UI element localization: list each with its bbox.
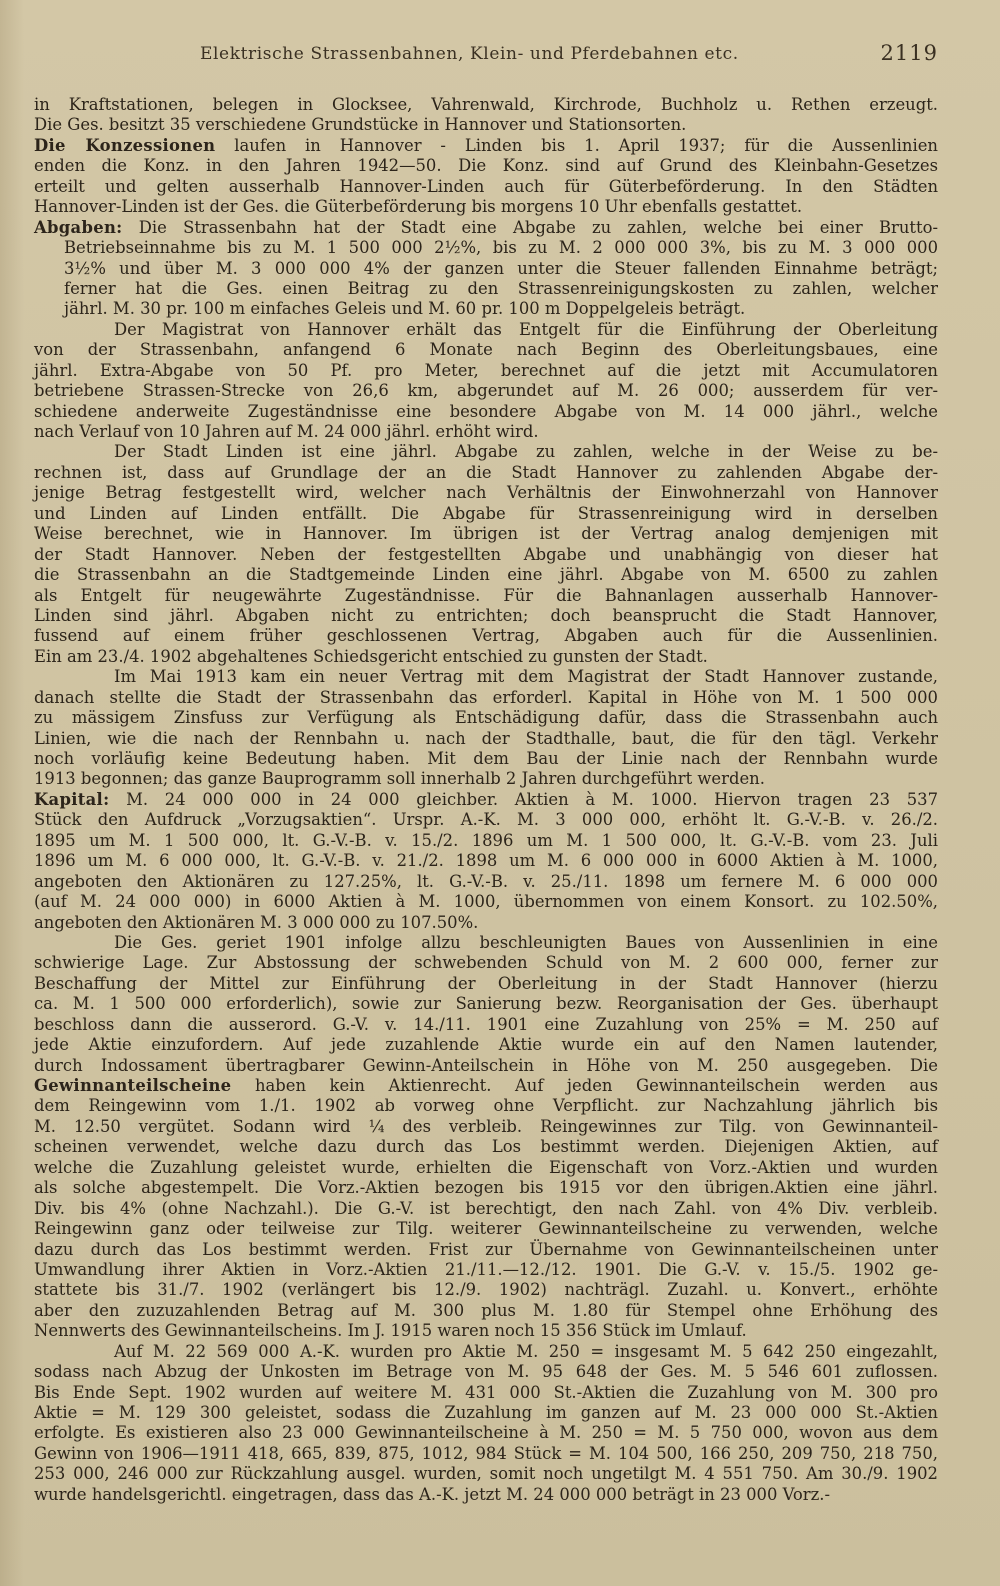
text-line [34, 259, 938, 279]
text-line [34, 115, 938, 135]
text-line [34, 1485, 938, 1505]
text-line [34, 483, 938, 503]
text-line [34, 1219, 938, 1239]
line-text: Nennwerts des Gewinnanteilscheins. Im J. 1915 waren noch 15 356 Stück im Umlauf. [34, 1321, 747, 1341]
text-line [34, 524, 938, 544]
text-line [34, 1423, 938, 1443]
line-text: schwierige Lage. Zur Abstossung der schwebenden Schuld von M. 2 600 000, ferner zur [34, 953, 938, 973]
text-line [34, 218, 938, 238]
text-line [34, 361, 938, 381]
text-line [34, 136, 938, 156]
line-text: noch vorläufig keine Bedeutung haben. Mit dem Bau der Linie nach der Rennbahn wurde [34, 749, 938, 768]
text-line [34, 1117, 938, 1137]
line-text: wurde handelsgerichtl. eingetragen, dass das A.-K. jetzt M. 24 000 000 beträgt in 23 000 Vorz.- [34, 1484, 831, 1504]
line-text: Linden sind jährl. Abgaben nicht zu entrichten; doch beansprucht die Stadt Hannover, [34, 605, 938, 625]
text-line [34, 667, 938, 687]
text-line [34, 1096, 938, 1116]
line-text: 1896 um M. 6 000 000, lt. G.-V.-B. v. 21./2. 1898 um M. 6 000 000 in 6000 Aktien à M. 1000, [34, 851, 938, 871]
text-line [34, 545, 938, 565]
page-header [0, 41, 1000, 74]
line-text: Beschaffung der Mittel zur Einführung der Oberleitung in der Stadt Hannover (hierzu [34, 973, 938, 993]
line-text: als Entgelt für neugewährte Zugeständnisse. Für die Bahnanlagen ausserhalb Hannover- [34, 585, 938, 605]
line-text: beschloss dann die ausserord. G.-V. v. 14./11. 1901 eine Zuzahlung von 25% = M. 250 auf [34, 1014, 938, 1034]
line-text: angeboten den Aktionären M. 3 000 000 zu 107.50%. [34, 912, 479, 932]
text-line [34, 892, 938, 912]
line-text: angeboten den Aktionären zu 127.25%, lt. G.-V.-B. v. 25./11. 1898 um fernere M. 6 000 000 [34, 871, 938, 891]
line-text: ca. M. 1 500 000 erforderlich), sowie zur Sanierung bezw. Reorganisation der Ges. überhaupt [34, 994, 938, 1014]
line-text: die Strassenbahn an die Stadtgemeinde Linden eine jährl. Abgabe von M. 6500 zu zahlen [34, 565, 938, 585]
line-text: M. 24 000 000 in 24 000 gleichber. Aktien à M. 1000. Hiervon tragen 23 537 [109, 789, 938, 809]
line-text: und Linden auf Linden entfällt. Die Abgabe für Strassenreinigung wird in derselben [34, 503, 938, 523]
line-text: Bis Ende Sept. 1902 wurden auf weitere M. 431 000 St.-Aktien die Zuzahlung von M. 300 pro [34, 1382, 938, 1402]
line-text: aber den zuzuzahlenden Betrag auf M. 300 plus M. 1.80 für Stempel ohne Erhöhung des [34, 1300, 938, 1320]
line-text: als solche abgestempelt. Die Vorz.-Aktien bezogen bis 1915 vor den übrigen.Aktien eine jährl. [34, 1178, 938, 1198]
line-text: jede Aktie einzufordern. Auf jede zuzahlende Aktie wurde ein auf den Namen lautender, [34, 1035, 938, 1055]
line-text: fussend auf einem früher geschlossenen Vertrag, Abgaben auch für die Aussenlinien. [34, 626, 938, 646]
text-line [34, 913, 938, 933]
line-text: 1895 um M. 1 500 000, lt. G.-V.-B. v. 15./2. 1896 um M. 1 500 000, lt. G.-V.-B. vom 23. Juli [34, 830, 938, 850]
text-line [34, 1199, 938, 1219]
line-text: stattete bis 31./7. 1902 (verlängert bis 12./9. 1902) nachträgl. Zuzahl. u. Konvert., erhöhte [34, 1280, 938, 1300]
text-line [34, 1403, 938, 1423]
line-text: betriebene Strassen-Strecke von 26,6 km, abgerundet auf M. 26 000; ausserdem für ver- [34, 381, 938, 401]
text-line [34, 1444, 938, 1464]
line-text: 1913 begonnen; das ganze Bauprogramm soll innerhalb 2 Jahren durchgeführt werden. [34, 769, 765, 789]
text-line [34, 1178, 938, 1198]
section-heading: Die Konzessionen [34, 135, 216, 155]
text-line [34, 1362, 938, 1382]
text-line [34, 790, 938, 810]
text-line [34, 1240, 938, 1260]
line-text: Die Ges. geriet 1901 infolge allzu beschleunigten Baues von Aussenlinien in eine [114, 932, 938, 952]
section-heading: Kapital: [34, 789, 110, 809]
section-heading: Abgaben: [34, 217, 123, 237]
line-text: Linien, wie die nach der Rennbahn u. nach der Stadthalle, baut, die für den tägl. Verkehr [34, 728, 938, 748]
line-text: Div. bis 4% (ohne Nachzahl.). Die G.-V. ist berechtigt, den nach Zahl. von 4% Div. verbleib. [34, 1198, 938, 1218]
line-text: Ein am 23./4. 1902 abgehaltenes Schiedsgericht entschied zu gunsten der Stadt. [34, 646, 708, 666]
line-text: Weise berechnet, wie in Hannover. Im übrigen ist der Vertrag analog demjenigen mit [34, 524, 938, 544]
text-line [34, 1260, 938, 1280]
line-text: Hannover-Linden ist der Ges. die Güterbeförderung bis morgens 10 Uhr ebenfalls gestattet. [34, 197, 803, 217]
line-text: Die Strassenbahn hat der Stadt eine Abgabe zu zahlen, welche bei einer Brutto- [122, 217, 938, 237]
text-line [34, 851, 938, 871]
text-line [34, 1035, 938, 1055]
line-text: ferner hat die Ges. einen Beitrag zu den Strassenreinigungskosten zu zahlen, welcher [64, 278, 938, 298]
line-text: Umwandlung ihrer Aktien in Vorz.-Aktien 21./11.—12./12. 1901. Die G.-V. v. 15./5. 1902 ge- [34, 1259, 938, 1279]
line-text: jenige Betrag festgestellt wird, welcher nach Verhältnis der Einwohnerzahl von Hannover [34, 483, 938, 503]
line-text: Auf M. 22 569 000 A.-K. wurden pro Aktie M. 250 = insgesamt M. 5 642 250 eingezahlt, [114, 1341, 938, 1361]
text-line [34, 1056, 938, 1076]
text-line [34, 504, 938, 524]
text-line [34, 974, 938, 994]
page-number: 2119 [880, 41, 938, 65]
line-text: Der Magistrat von Hannover erhält das Entgelt für die Einführung der Oberleitung [114, 319, 938, 339]
text-line [34, 708, 938, 728]
text-line [34, 238, 938, 258]
line-text: nach Verlauf von 10 Jahren auf M. 24 000 jährl. erhöht wird. [34, 422, 539, 441]
line-text: laufen in Hannover - Linden bis 1. April 1937; für die Aussenlinien [215, 135, 938, 155]
text-line [34, 1383, 938, 1403]
line-text: Reingewinn ganz oder teilweise zur Tilg. weiterer Gewinnanteilscheine zu verwenden, welche [34, 1219, 938, 1239]
line-text: (auf M. 24 000 000) in 6000 Aktien à M. 1000, übernommen von einem Konsort. zu 102.50%, [34, 892, 938, 912]
line-text: von der Strassenbahn, anfangend 6 Monate nach Beginn des Oberleitungsbaues, eine [34, 340, 938, 360]
text-line [34, 197, 938, 217]
text-line [34, 1137, 938, 1157]
line-text: zu mässigem Zinsfuss zur Verfügung als Entschädigung dafür, dass die Strassenbahn auch [34, 708, 938, 728]
text-line [34, 606, 938, 626]
line-text: scheinen verwendet, welche dazu durch das Los bestimmt werden. Diejenigen Aktien, auf [34, 1137, 938, 1157]
text-line [34, 1280, 938, 1300]
line-text: M. 12.50 vergütet. Sodann wird ¼ des verbleib. Reingewinnes zur Tilg. von Gewinnanteil- [34, 1116, 938, 1136]
text-line [34, 810, 938, 830]
line-text: jährl. M. 30 pr. 100 m einfaches Geleis und M. 60 pr. 100 m Doppelgeleis beträgt. [64, 299, 746, 319]
text-line [34, 299, 938, 319]
text-line [34, 749, 938, 769]
text-line [34, 320, 938, 340]
line-text: 253 000, 246 000 zur Rückzahlung ausgel. wurden, somit noch ungetilgt M. 4 551 750. Am 30./9. 1902 [34, 1464, 938, 1484]
text-line [34, 340, 938, 360]
text-line [34, 156, 938, 176]
text-line [34, 1076, 938, 1096]
line-text: danach stellte die Stadt der Strassenbahn das erforderl. Kapital in Höhe von M. 1 500 000 [34, 687, 938, 707]
line-text: in Kraftstationen, belegen in Glocksee, Vahrenwald, Kirchrode, Buchholz u. Rethen erzeugt. [34, 95, 938, 114]
text-line [34, 1158, 938, 1178]
text-line [34, 831, 938, 851]
text-line [34, 626, 938, 646]
line-text: jährl. Extra-Abgabe von 50 Pf. pro Meter, berechnet auf die jetzt mit Accumulatoren [34, 360, 938, 380]
text-line [34, 1015, 938, 1035]
section-heading: Gewinnanteilscheine [34, 1076, 232, 1095]
text-line [34, 586, 938, 606]
line-text: schiedene anderweite Zugeständnisse eine besondere Abgabe von M. 14 000 jährl., welche [34, 401, 938, 421]
running-title: Elektrische Strassenbahnen, Klein- und Pferdebahnen etc. [200, 44, 739, 64]
text-line [34, 402, 938, 422]
text-line [34, 1321, 938, 1341]
text-line [34, 177, 938, 197]
line-text: haben kein Aktienrecht. Auf jeden Gewinnanteilschein werden aus [231, 1076, 938, 1095]
text-line [34, 95, 938, 115]
line-text: durch Indossament übertragbarer Gewinn-Anteilschein in Höhe von M. 250 ausgegeben. Die [34, 1055, 938, 1075]
text-line [34, 872, 938, 892]
text-line [34, 1342, 938, 1362]
text-line [34, 688, 938, 708]
line-text: dazu durch das Los bestimmt werden. Frist zur Übernahme von Gewinnanteilscheinen unter [34, 1239, 938, 1259]
line-text: Die Ges. besitzt 35 verschiedene Grundstücke in Hannover und Stationsorten. [34, 115, 687, 135]
text-line [34, 769, 938, 789]
line-text: erteilt und gelten ausserhalb Hannover-Linden auch für Güterbeförderung. In den Städten [34, 176, 938, 196]
line-text: Der Stadt Linden ist eine jährl. Abgabe zu zahlen, welche in der Weise zu be- [114, 442, 938, 462]
line-text: Stück den Aufdruck „Vorzugsaktien“. Urspr. A.-K. M. 3 000 000, erhöht lt. G.-V.-B. v. 26./2. [34, 810, 938, 830]
text-line [34, 463, 938, 483]
text-body [34, 95, 938, 1505]
text-line [34, 442, 938, 462]
line-text: Gewinn von 1906—1911 418, 665, 839, 875, 1012, 984 Stück = M. 104 500, 166 250, 209 750, 218 750, [34, 1443, 938, 1463]
line-text: dem Reingewinn vom 1./1. 1902 ab vorweg ohne Verpflicht. zur Nachzahlung jährlich bis [34, 1096, 938, 1116]
line-text: Betriebseinnahme bis zu M. 1 500 000 2½%, bis zu M. 2 000 000 3%, bis zu M. 3 000 000 [64, 238, 938, 258]
text-line [34, 994, 938, 1014]
line-text: erfolgte. Es existieren also 23 000 Gewinnanteilscheine à M. 250 = M. 5 750 000, wovon aus dem [34, 1423, 938, 1443]
line-text: welche die Zuzahlung geleistet wurde, erhielten die Eigenschaft von Vorz.-Aktien und wurden [34, 1157, 938, 1177]
line-text: rechnen ist, dass auf Grundlage der an die Stadt Hannover zu zahlenden Abgabe der- [34, 462, 938, 482]
line-text: Aktie = M. 129 300 geleistet, sodass die Zuzahlung im ganzen auf M. 23 000 000 St.-Aktien [34, 1403, 938, 1422]
text-line [34, 1301, 938, 1321]
line-text: enden die Konz. in den Jahren 1942—50. Die Konz. sind auf Grund des Kleinbahn-Gesetzes [34, 156, 938, 176]
line-text: Im Mai 1913 kam ein neuer Vertrag mit dem Magistrat der Stadt Hannover zustande, [114, 667, 938, 687]
line-text: 3½% und über M. 3 000 000 4% der ganzen unter die Steuer fallenden Einnahme beträgt; [64, 258, 938, 278]
text-line [34, 422, 938, 442]
text-line [34, 565, 938, 585]
text-line [34, 1464, 938, 1484]
text-line [34, 953, 938, 973]
text-line [34, 279, 938, 299]
line-text: sodass nach Abzug der Unkosten im Betrage von M. 95 648 der Ges. M. 5 546 601 zuflossen. [34, 1362, 938, 1382]
text-line [34, 647, 938, 667]
text-line [34, 729, 938, 749]
text-line [34, 933, 938, 953]
text-line [34, 381, 938, 401]
line-text: der Stadt Hannover. Neben der festgestellten Abgabe und unabhängig von dieser hat [34, 544, 938, 564]
